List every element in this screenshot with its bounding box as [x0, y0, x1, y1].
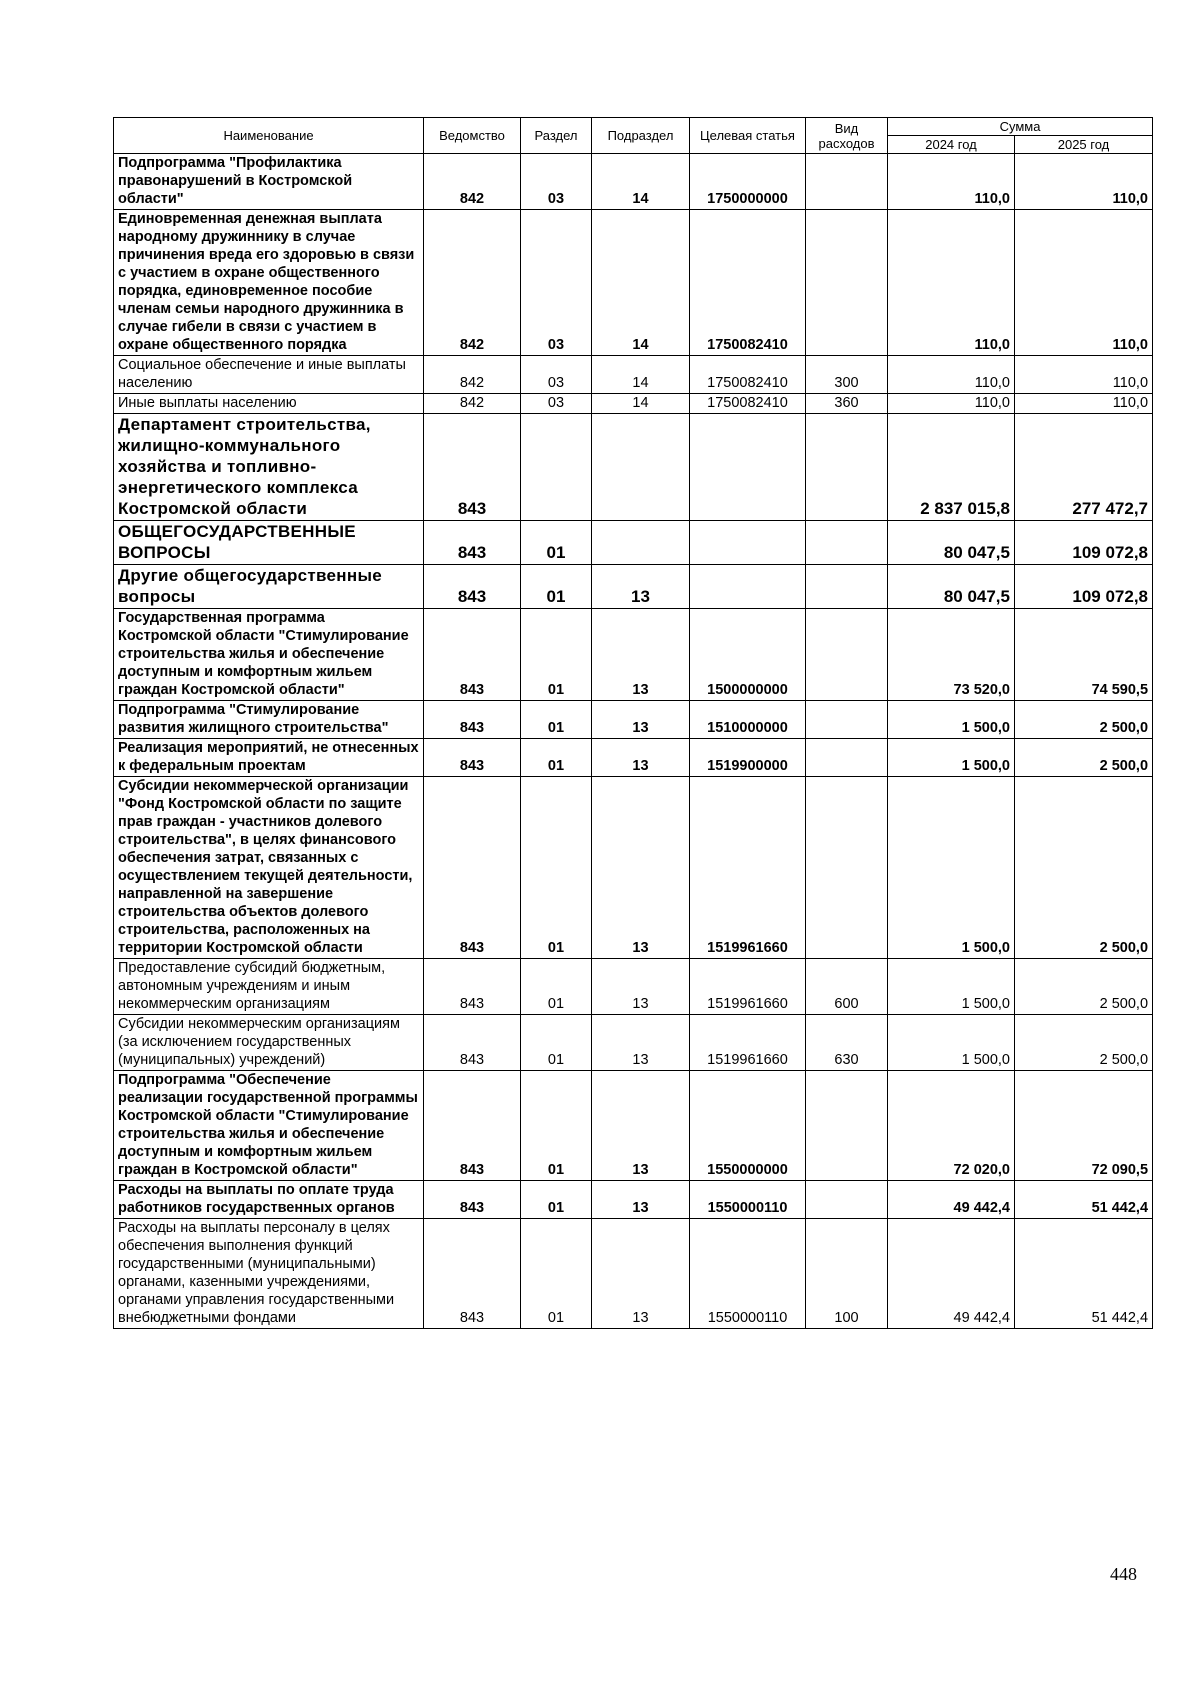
row-sum-2024: 1 500,0	[888, 1015, 1015, 1071]
row-name: Другие общегосударственные вопросы	[114, 565, 424, 609]
row-section: 03	[521, 154, 592, 210]
row-sum-2025: 74 590,5	[1015, 609, 1153, 701]
header-section: Раздел	[521, 118, 592, 154]
row-sum-2025: 277 472,7	[1015, 414, 1153, 521]
row-dept: 843	[424, 959, 521, 1015]
row-sum-2025: 110,0	[1015, 356, 1153, 394]
header-sum: Сумма	[888, 118, 1153, 136]
row-dept: 843	[424, 1181, 521, 1219]
row-section: 03	[521, 210, 592, 356]
row-target: 1519961660	[690, 777, 806, 959]
row-sum-2025: 110,0	[1015, 394, 1153, 414]
row-sum-2025: 2 500,0	[1015, 777, 1153, 959]
row-subsection: 14	[592, 210, 690, 356]
table-row	[114, 521, 1153, 565]
row-sum-2024: 110,0	[888, 394, 1015, 414]
row-target: 1550000000	[690, 1071, 806, 1181]
row-dept: 843	[424, 1071, 521, 1181]
row-expense	[806, 565, 888, 609]
row-sum-2025: 51 442,4	[1015, 1219, 1153, 1329]
row-expense: 300	[806, 356, 888, 394]
row-subsection: 14	[592, 356, 690, 394]
table-row	[114, 154, 1153, 210]
row-name: Предоставление субсидий бюджетным, автономным учреждениям и иным некоммерческим организациям	[114, 959, 424, 1015]
header-dept: Ведомство	[424, 118, 521, 154]
header-subsection: Подраздел	[592, 118, 690, 154]
row-expense: 630	[806, 1015, 888, 1071]
row-sum-2024: 80 047,5	[888, 565, 1015, 609]
row-target: 1550000110	[690, 1181, 806, 1219]
row-name: Социальное обеспечение и иные выплаты населению	[114, 356, 424, 394]
row-sum-2024: 2 837 015,8	[888, 414, 1015, 521]
row-dept: 843	[424, 414, 521, 521]
row-subsection: 13	[592, 1181, 690, 1219]
row-sum-2024: 110,0	[888, 356, 1015, 394]
row-sum-2024: 80 047,5	[888, 521, 1015, 565]
row-target: 1750082410	[690, 356, 806, 394]
row-sum-2025: 2 500,0	[1015, 739, 1153, 777]
header-expense: Вид расходов	[806, 118, 888, 154]
row-section: 01	[521, 701, 592, 739]
budget-table	[113, 117, 1153, 1329]
row-dept: 842	[424, 356, 521, 394]
row-target: 1519900000	[690, 739, 806, 777]
row-sum-2024: 49 442,4	[888, 1219, 1015, 1329]
header-name: Наименование	[114, 118, 424, 154]
table-row	[114, 777, 1153, 959]
row-dept: 843	[424, 1219, 521, 1329]
row-section: 01	[521, 565, 592, 609]
row-subsection: 14	[592, 154, 690, 210]
row-subsection	[592, 521, 690, 565]
row-expense	[806, 521, 888, 565]
row-subsection: 13	[592, 609, 690, 701]
row-sum-2025: 2 500,0	[1015, 1015, 1153, 1071]
table-row	[114, 394, 1153, 414]
row-sum-2024: 1 500,0	[888, 739, 1015, 777]
row-target: 1500000000	[690, 609, 806, 701]
row-name: Государственная программа Костромской области "Стимулирование строительства жилья и обеспечение доступным и комфортным жильем граждан Костромской области"	[114, 609, 424, 701]
row-sum-2024: 72 020,0	[888, 1071, 1015, 1181]
row-name: Единовременная денежная выплата народному дружиннику в случае причинения вреда его здоровью в связи с участием в охране общественного порядка, единовременное пособие членам семьи народного дружинника в случае гибели в связи с участием в охране общественного порядка	[114, 210, 424, 356]
row-sum-2024: 110,0	[888, 210, 1015, 356]
row-dept: 842	[424, 210, 521, 356]
row-expense: 360	[806, 394, 888, 414]
header-target: Целевая статья	[690, 118, 806, 154]
row-name: ОБЩЕГОСУДАРСТВЕННЫЕ ВОПРОСЫ	[114, 521, 424, 565]
row-dept: 843	[424, 701, 521, 739]
row-dept: 842	[424, 394, 521, 414]
header-year-2025: 2025 год	[1015, 136, 1153, 154]
row-name: Подпрограмма "Профилактика правонарушений в Костромской области"	[114, 154, 424, 210]
row-section: 01	[521, 521, 592, 565]
row-section: 01	[521, 777, 592, 959]
row-section: 01	[521, 1071, 592, 1181]
row-dept: 843	[424, 609, 521, 701]
row-name: Субсидии некоммерческим организациям (за исключением государственных (муниципальных) учреждений)	[114, 1015, 424, 1071]
row-subsection: 13	[592, 777, 690, 959]
table-row	[114, 1015, 1153, 1071]
table-row	[114, 1071, 1153, 1181]
row-expense	[806, 609, 888, 701]
row-expense: 100	[806, 1219, 888, 1329]
table-row	[114, 210, 1153, 356]
row-sum-2024: 1 500,0	[888, 959, 1015, 1015]
row-sum-2025: 109 072,8	[1015, 521, 1153, 565]
row-target: 1510000000	[690, 701, 806, 739]
row-expense	[806, 414, 888, 521]
row-target	[690, 521, 806, 565]
row-dept: 843	[424, 739, 521, 777]
row-target: 1550000110	[690, 1219, 806, 1329]
row-sum-2025: 109 072,8	[1015, 565, 1153, 609]
row-section: 03	[521, 356, 592, 394]
row-expense	[806, 154, 888, 210]
table-row	[114, 959, 1153, 1015]
row-sum-2025: 110,0	[1015, 154, 1153, 210]
row-subsection: 13	[592, 959, 690, 1015]
row-target: 1519961660	[690, 959, 806, 1015]
row-name: Реализация мероприятий, не отнесенных к федеральным проектам	[114, 739, 424, 777]
row-sum-2025: 2 500,0	[1015, 959, 1153, 1015]
table-row	[114, 414, 1153, 521]
row-subsection: 14	[592, 394, 690, 414]
row-sum-2025: 2 500,0	[1015, 701, 1153, 739]
row-sum-2024: 110,0	[888, 154, 1015, 210]
row-section: 01	[521, 1181, 592, 1219]
row-name: Расходы на выплаты персоналу в целях обеспечения выполнения функций государственными (муниципальными) органами, казенными учреждениями, органами управления государственными внебюджетными фондами	[114, 1219, 424, 1329]
row-target	[690, 414, 806, 521]
row-subsection: 13	[592, 1071, 690, 1181]
row-dept: 843	[424, 565, 521, 609]
row-expense	[806, 1071, 888, 1181]
row-expense	[806, 739, 888, 777]
table-row	[114, 1181, 1153, 1219]
row-target: 1750000000	[690, 154, 806, 210]
row-subsection	[592, 414, 690, 521]
row-subsection: 13	[592, 1219, 690, 1329]
row-expense	[806, 210, 888, 356]
row-subsection: 13	[592, 1015, 690, 1071]
row-expense: 600	[806, 959, 888, 1015]
row-name: Департамент строительства, жилищно-коммунального хозяйства и топливно-энергетического комплекса Костромской области	[114, 414, 424, 521]
row-dept: 843	[424, 777, 521, 959]
row-section: 01	[521, 1015, 592, 1071]
row-target	[690, 565, 806, 609]
table-row	[114, 609, 1153, 701]
row-subsection: 13	[592, 701, 690, 739]
row-sum-2025: 72 090,5	[1015, 1071, 1153, 1181]
row-target: 1750082410	[690, 394, 806, 414]
row-expense	[806, 701, 888, 739]
row-subsection: 13	[592, 565, 690, 609]
row-sum-2025: 51 442,4	[1015, 1181, 1153, 1219]
table-row	[114, 565, 1153, 609]
row-target: 1519961660	[690, 1015, 806, 1071]
row-name: Подпрограмма "Стимулирование развития жилищного строительства"	[114, 701, 424, 739]
row-section: 01	[521, 959, 592, 1015]
row-section: 03	[521, 394, 592, 414]
row-subsection: 13	[592, 739, 690, 777]
row-expense	[806, 1181, 888, 1219]
row-name: Иные выплаты населению	[114, 394, 424, 414]
row-dept: 842	[424, 154, 521, 210]
row-sum-2024: 1 500,0	[888, 777, 1015, 959]
header-year-2024: 2024 год	[888, 136, 1015, 154]
row-sum-2024: 49 442,4	[888, 1181, 1015, 1219]
table-row	[114, 1219, 1153, 1329]
row-section: 01	[521, 739, 592, 777]
row-sum-2024: 1 500,0	[888, 701, 1015, 739]
row-dept: 843	[424, 521, 521, 565]
page-number: 448	[1110, 1564, 1137, 1584]
row-expense	[806, 777, 888, 959]
row-dept: 843	[424, 1015, 521, 1071]
table-row	[114, 356, 1153, 394]
row-target: 1750082410	[690, 210, 806, 356]
table-row	[114, 739, 1153, 777]
row-name: Подпрограмма "Обеспечение реализации государственной программы Костромской области "Стимулирование строительства жилья и обеспечение доступным и комфортным жильем граждан в Костромской области"	[114, 1071, 424, 1181]
row-sum-2025: 110,0	[1015, 210, 1153, 356]
row-section: 01	[521, 609, 592, 701]
row-sum-2024: 73 520,0	[888, 609, 1015, 701]
row-section: 01	[521, 1219, 592, 1329]
row-name: Расходы на выплаты по оплате труда работников государственных органов	[114, 1181, 424, 1219]
row-name: Субсидии некоммерческой организации "Фонд Костромской области по защите прав граждан - участников долевого строительства", в целях финансового обеспечения затрат, связанных с осуществлением текущей деятельности, направленной на завершение строительства объектов долевого строительства, расположенных на территории Костромской области	[114, 777, 424, 959]
row-section	[521, 414, 592, 521]
table-row	[114, 701, 1153, 739]
